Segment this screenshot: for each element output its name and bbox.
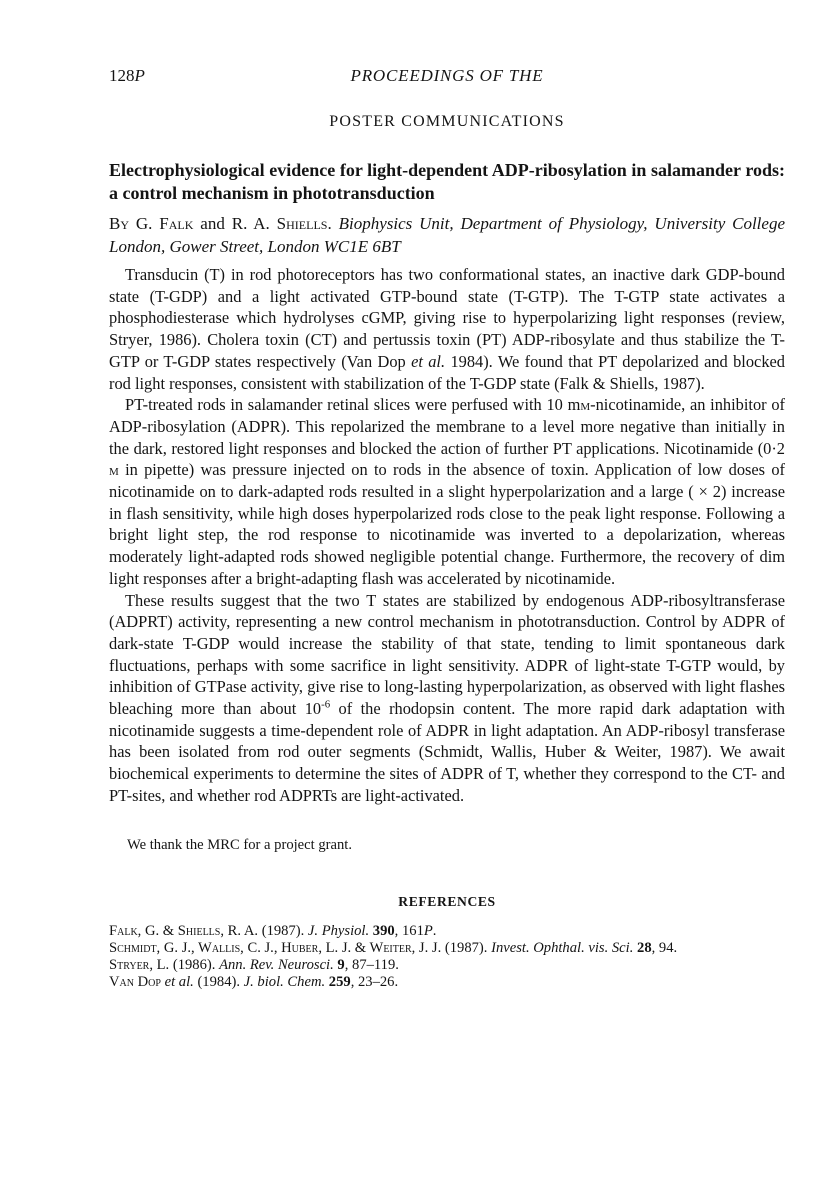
byline: By G. Falk and R. A. Shiells. Biophysics Unit, Department of Physiology, University College London, Gower Street, London WC1E 6BT — [109, 214, 785, 256]
reference-list — [109, 923, 785, 992]
paragraph-3: These results suggest that the two T states are stabilized by endogenous ADP-ribosyltransferase (ADPRT) activity, representing a new control mechanism in phototransduction. Control by ADPR of dark-state T-GDP would increase the stability of that state, tending to limit spontaneous dark fluctuations, perhaps with some sacrifice in light sensitivity. ADPR of light-state T-GTP would, by inhibition of GTPase activity, give rise to long-lasting hyperpolarization, as observed with light flashes bleaching more than about $10^{-6}$ of the rhodopsin content. The more rapid dark adaptation with nicotinamide suggests a time-dependent role of ADPR in light adaptation. An ADP-ribosyl transferase has been isolated from rod outer segments (Schmidt, Wallis, Huber & Weiter, 1987). We await biochemical experiments to determine the sites of ADPR of T, whether they correspond to the CT- and PT-sites, and whether rod ADPRTs are light-activated. — [109, 590, 785, 805]
text-column — [109, 0, 785, 991]
reference-item: Falk, G. & Shiells, R. A. (1987). J. Physiol. 390, 161P. — [109, 922, 437, 939]
reference-item: Stryer, L. (1986). Ann. Rev. Neurosci. 9, 87–119. — [109, 956, 399, 973]
paragraph-1: Transducin (T) in rod photoreceptors has two conformational states, an inactive dark GDP-bound state (T-GDP) and a light activated GTP-bound state (T-GTP). The T-GTP state activates a phosphodiesterase which hydrolyses cGMP, giving rise to hyperpolarizing light responses (review, Stryer, 1986). Cholera toxin (CT) and pertussis toxin (PT) ADP-ribosylate and thus stabilize the T-GTP or T-GDP states respectively (Van Dop et al. 1984). We found that PT depolarized and blocked rod light responses, consistent with stabilization of the T-GDP state (Falk & Shiells, 1987). — [109, 265, 785, 393]
paragraph-2: PT-treated rods in salamander retinal slices were perfused with 10 mm-nicotinamide, an inhibitor of ADP-ribosylation (ADPR). This repolarized the membrane to a level more negative than initially in the dark, restored light responses and blocked the action of further PT applications. Nicotinamide (0·2 m in pipette) was pressure injected on to rods in the absence of toxin. Application of low doses of nicotinamide on to dark-adapted rods resulted in a slight hyperpolarization and a large ( × 2) increase in flash sensitivity, while high doses hyperpolarized rods close to the peak light response. Following a bright light step, the rod response to nicotinamide was inverted to a depolarization, whereas moderately light-adapted rods showed negligible potential change. Furthermore, the recovery of dim light responses after a bright-adapting flash was accelerated by nicotinamide. — [109, 395, 785, 588]
references-heading: REFERENCES — [398, 893, 496, 909]
page-number: 128P — [109, 66, 145, 85]
article-title: Electrophysiological evidence for light-dependent ADP-ribosylation in salamander rods: a control mechanism in phototransduction — [109, 160, 785, 203]
article-body — [109, 264, 785, 807]
running-head — [109, 66, 785, 86]
running-title: PROCEEDINGS OF THE — [350, 66, 544, 85]
section-heading: POSTER COMMUNICATIONS — [329, 113, 565, 130]
reference-item: Schmidt, G. J., Wallis, C. J., Huber, L. J. & Weiter, J. J. (1987). Invest. Ophthal. vis. Sci. 28, 94. — [109, 939, 678, 956]
reference-item: Van Dop et al. (1984). J. biol. Chem. 259, 23–26. — [109, 974, 399, 991]
acknowledgement: We thank the MRC for a project grant. — [127, 836, 352, 853]
